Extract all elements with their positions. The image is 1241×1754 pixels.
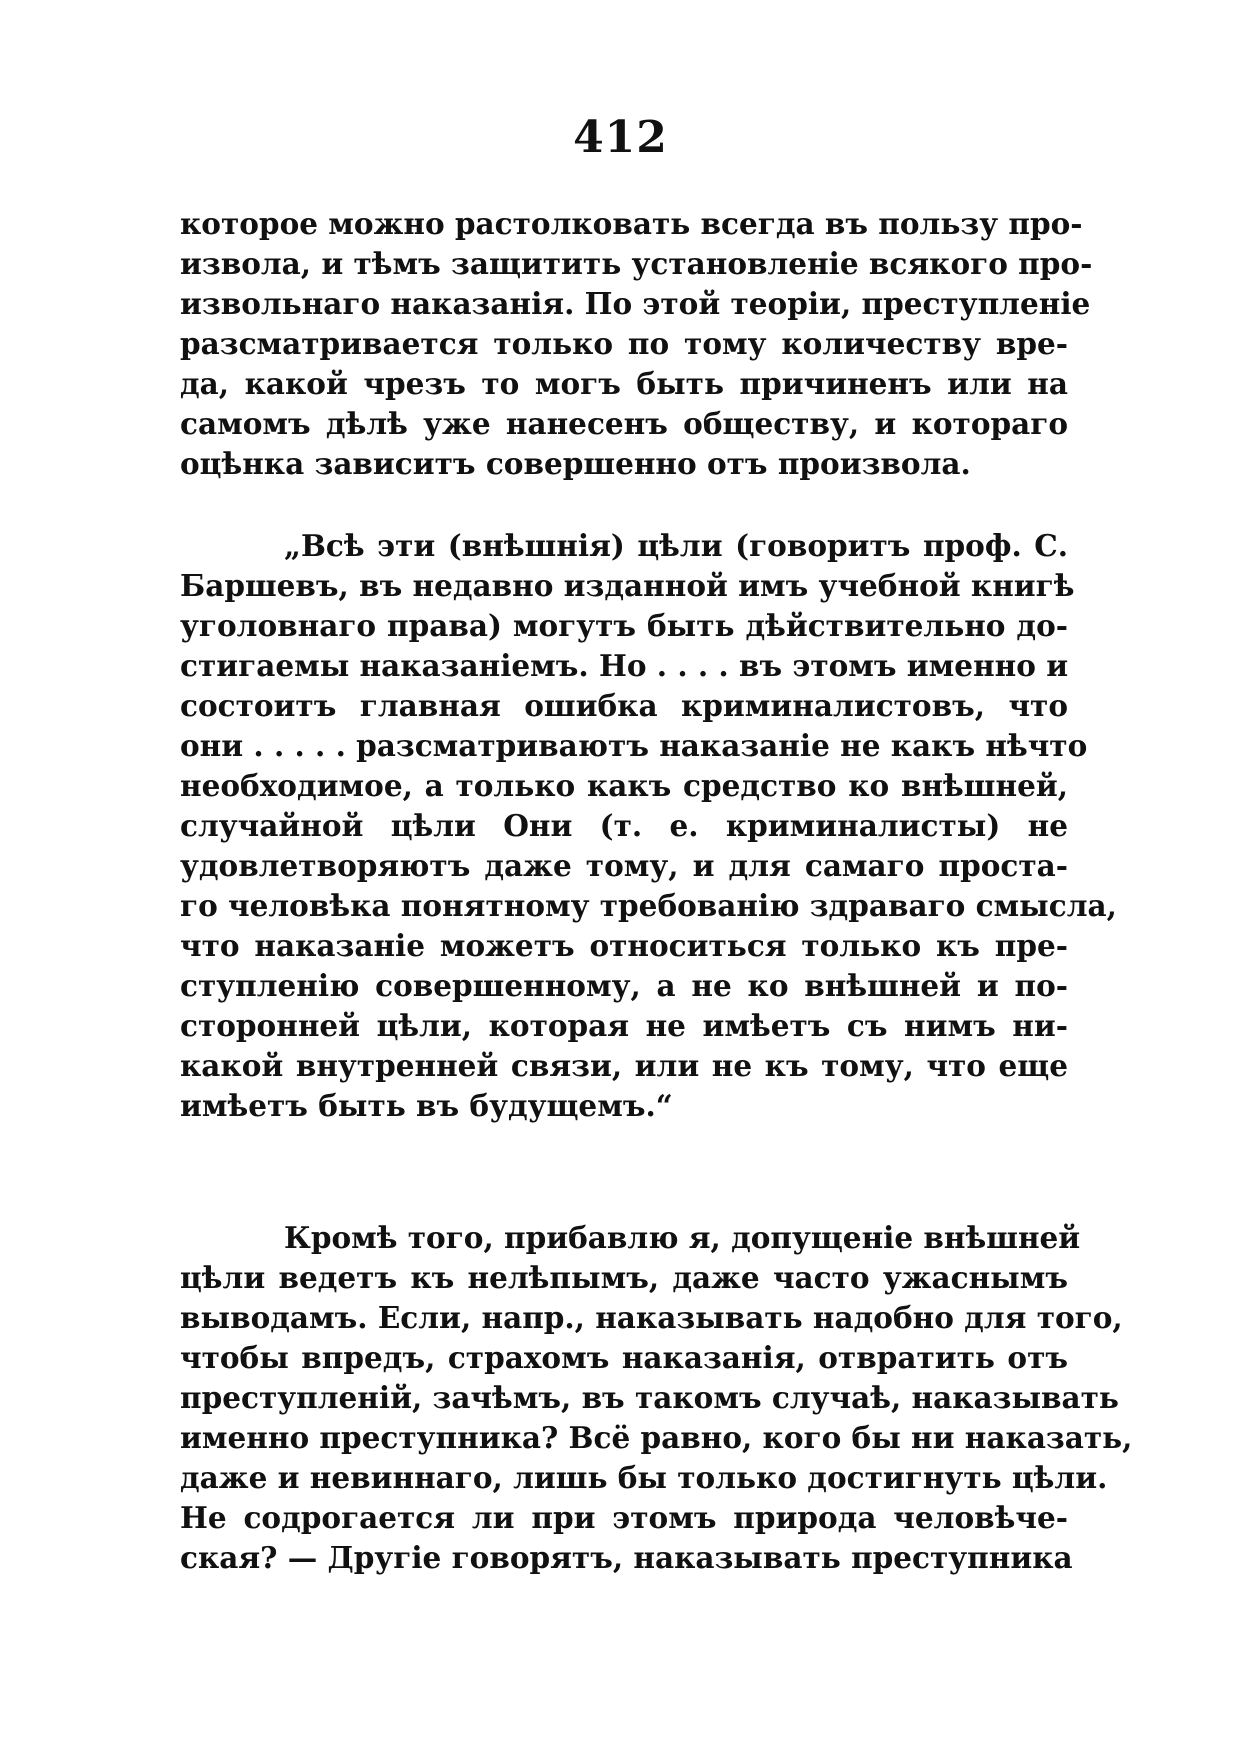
paragraph-3	[180, 1218, 1133, 1578]
text-line: что наказаніе можетъ относиться только къ пре-	[180, 928, 1068, 963]
text-line: стигаемы наказаніемъ. Но . . . . въ этомъ именно и	[180, 648, 1069, 683]
text-line: чтобы впредъ, страхомъ наказанія, отвратить отъ	[180, 1340, 1068, 1375]
text-line: Кромѣ того, прибавлю я, допущеніе внѣшней	[284, 1220, 1081, 1255]
text-line: ская? — Другіе говорятъ, наказывать преступника	[180, 1540, 1073, 1575]
text-line: именно преступника? Всё равно, кого бы ни наказать,	[180, 1420, 1133, 1455]
text-line: удовлетворяютъ даже тому, и для самаго проста-	[180, 848, 1068, 883]
text-line: имѣетъ быть въ будущемъ.“	[180, 1088, 673, 1123]
text-line: извольнаго наказанія. По этой теоріи, преступленіе	[180, 286, 1091, 321]
text-line: состоитъ главная ошибка криминалистовъ, что	[180, 688, 1068, 723]
text-line: извола, и тѣмъ защитить установленіе всякого про-	[180, 246, 1093, 281]
text-line: преступленій, зачѣмъ, въ такомъ случаѣ, наказывать	[180, 1380, 1119, 1415]
text-line: оцѣнка зависитъ совершенно отъ произвола.	[180, 446, 971, 481]
page-number: 412	[573, 112, 668, 163]
text-line: случайной цѣли Они (т. е. криминалисты) не	[180, 808, 1068, 843]
text-line: которое можно растолковать всегда въ пользу про-	[180, 206, 1083, 241]
paragraph-1	[180, 204, 1093, 484]
text-line: сторонней цѣли, которая не имѣетъ съ нимъ ни-	[180, 1008, 1068, 1043]
text-line: даже и невиннаго, лишь бы только достигнуть цѣли.	[180, 1460, 1108, 1495]
text-line: разсматривается только по тому количеству вре-	[180, 326, 1068, 361]
text-line: выводамъ. Если, напр., наказывать надобно для того,	[180, 1300, 1123, 1335]
text-line: да, какой чрезъ то могъ быть причиненъ или на	[180, 366, 1068, 401]
text-line: цѣли ведетъ къ нелѣпымъ, даже часто ужаснымъ	[180, 1260, 1068, 1295]
text-line: Баршевъ, въ недавно изданной имъ учебной книгѣ	[180, 568, 1075, 603]
text-line: „Всѣ эти (внѣшнія) цѣли (говоритъ проф. С.	[284, 528, 1068, 563]
text-line: какой внутренней связи, или не къ тому, что еще	[180, 1048, 1068, 1083]
text-line: необходимое, а только какъ средство ко внѣшней,	[180, 768, 1068, 803]
text-line: ступленію совершенному, а не ко внѣшней и по-	[180, 968, 1068, 1003]
text-line: они . . . . . разсматриваютъ наказаніе не какъ нѣчто	[180, 728, 1088, 763]
text-line: самомъ дѣлѣ уже нанесенъ обществу, и котораго	[180, 406, 1068, 441]
paragraph-2-quote	[180, 526, 1117, 1126]
text-line: уголовнаго права) могутъ быть дѣйствительно до-	[180, 608, 1068, 643]
text-line: Не содрогается ли при этомъ природа человѣче-	[180, 1500, 1068, 1535]
text-line: го человѣка понятному требованію здраваго смысла,	[180, 888, 1117, 923]
